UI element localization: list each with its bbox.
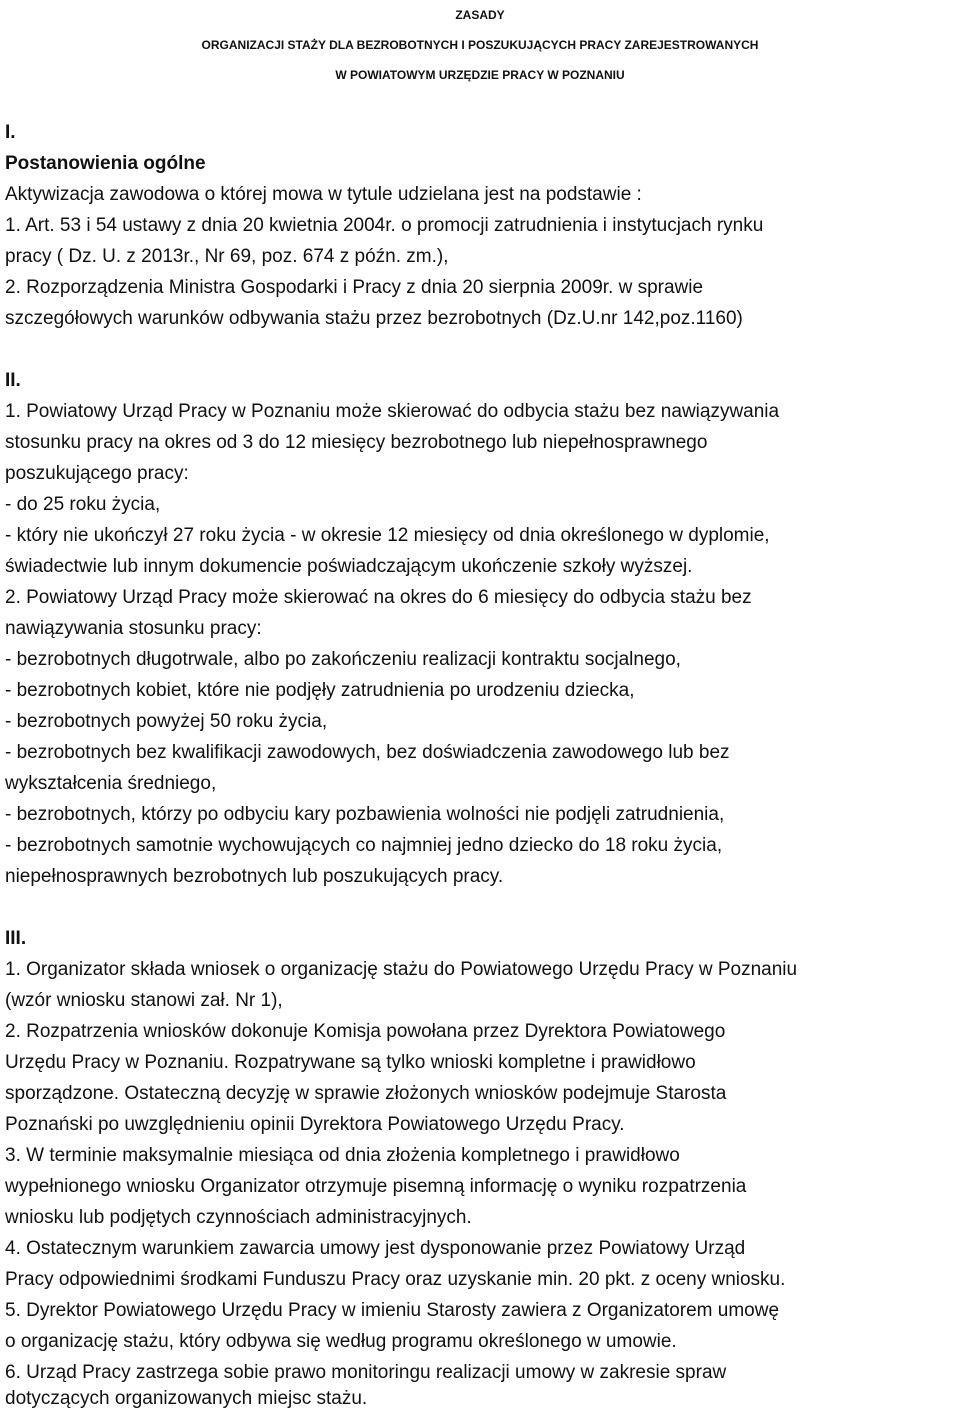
section-3-heading: III. [5, 928, 27, 949]
section-2-line: nawiązywania stosunku pracy: [5, 618, 262, 639]
section-3-line: 3. W terminie maksymalnie miesiąca od dnia złożenia kompletnego i prawidłowo [5, 1145, 680, 1166]
section-2-line: stosunku pracy na okres od 3 do 12 miesięcy bezrobotnego lub niepełnosprawnego [5, 432, 708, 453]
section-3-line: Urzędu Pracy w Poznaniu. Rozpatrywane są tylko wnioski kompletne i prawidłowo [5, 1052, 696, 1073]
section-2-line: - do 25 roku życia, [5, 494, 161, 515]
section-3-line: 4. Ostatecznym warunkiem zawarcia umowy jest dysponowanie przez Powiatowy Urząd [5, 1238, 746, 1259]
section-2-line: - bezrobotnych długotrwale, albo po zakończeniu realizacji kontraktu socjalnego, [5, 649, 681, 670]
section-1-subheading: Postanowienia ogólne [5, 153, 206, 174]
section-1-heading: I. [5, 122, 16, 143]
section-2-line: 1. Powiatowy Urząd Pracy w Poznaniu może skierować do odbycia stażu bez nawiązywania [5, 401, 780, 422]
doc-title: ZASADY [455, 8, 505, 22]
section-2-heading: II. [5, 370, 21, 391]
section-3-line: (wzór wniosku stanowi zał. Nr 1), [5, 990, 283, 1011]
doc-title-line-3: W POWIATOWYM URZĘDZIE PRACY W POZNANIU [335, 68, 625, 82]
section-2-line: świadectwie lub innym dokumencie poświadczającym ukończenie szkoły wyższej. [5, 556, 693, 577]
section-3-line: wniosku lub podjętych czynnościach administracyjnych. [5, 1207, 472, 1228]
section-3-line: Poznański po uwzględnieniu opinii Dyrektora Powiatowego Urzędu Pracy. [5, 1114, 625, 1135]
section-3-line: wypełnionego wniosku Organizator otrzymuje pisemną informację o wyniku rozpatrzenia [5, 1176, 747, 1197]
section-3-line: 5. Dyrektor Powiatowego Urzędu Pracy w imieniu Starosty zawiera z Organizatorem umowę [5, 1300, 780, 1321]
section-2-line: - bezrobotnych powyżej 50 roku życia, [5, 711, 328, 732]
section-2-line: - bezrobotnych, którzy po odbyciu kary pozbawienia wolności nie podjęli zatrudnienia, [5, 804, 725, 825]
section-2-line: 2. Powiatowy Urząd Pracy może skierować na okres do 6 miesięcy do odbycia stażu bez [5, 587, 752, 608]
doc-title-line-2: ORGANIZACJI STAŻY DLA BEZROBOTNYCH I POSZUKUJĄCYCH PRACY ZAREJESTROWANYCH [201, 38, 759, 52]
section-1-line: pracy ( Dz. U. z 2013r., Nr 69, poz. 674 z późn. zm.), [5, 246, 449, 267]
section-1-line: Aktywizacja zawodowa o której mowa w tytule udzielana jest na podstawie : [5, 184, 642, 205]
section-2-line: wykształcenia średniego, [5, 773, 217, 794]
section-1-line: 1. Art. 53 i 54 ustawy z dnia 20 kwietnia 2004r. o promocji zatrudnienia i instytucjach rynku [5, 215, 764, 236]
section-3-line: Pracy odpowiednimi środkami Funduszu Pracy oraz uzyskanie min. 20 pkt. z oceny wniosku. [5, 1269, 786, 1290]
section-3-line: 6. Urząd Pracy zastrzega sobie prawo monitoringu realizacji umowy w zakresie spraw [5, 1362, 727, 1383]
section-2-line: - który nie ukończył 27 roku życia - w okresie 12 miesięcy od dnia określonego w dyplomie, [5, 525, 770, 546]
section-2-line: - bezrobotnych bez kwalifikacji zawodowych, bez doświadczenia zawodowego lub bez [5, 742, 730, 763]
section-3-line: o organizację stażu, który odbywa się według programu określonego w umowie. [5, 1331, 677, 1352]
section-3-line: 1. Organizator składa wniosek o organizację stażu do Powiatowego Urzędu Pracy w Poznaniu [5, 959, 798, 980]
section-1-line: 2. Rozporządzenia Ministra Gospodarki i Pracy z dnia 20 sierpnia 2009r. w sprawie [5, 277, 704, 298]
section-2-line: poszukującego pracy: [5, 463, 189, 484]
section-2-line: niepełnosprawnych bezrobotnych lub poszukujących pracy. [5, 866, 504, 887]
section-3-line: dotyczących organizowanych miejsc stażu. [5, 1388, 368, 1409]
section-3-line: 2. Rozpatrzenia wniosków dokonuje Komisja powołana przez Dyrektora Powiatowego [5, 1021, 726, 1042]
section-3-line: sporządzone. Ostateczną decyzję w sprawie złożonych wniosków podejmuje Starosta [5, 1083, 727, 1104]
section-1-line: szczegółowych warunków odbywania stażu przez bezrobotnych (Dz.U.nr 142,poz.1160) [5, 308, 743, 329]
section-2-line: - bezrobotnych kobiet, które nie podjęły zatrudnienia po urodzeniu dziecka, [5, 680, 635, 701]
section-2-line: - bezrobotnych samotnie wychowujących co najmniej jedno dziecko do 18 roku życia, [5, 835, 723, 856]
